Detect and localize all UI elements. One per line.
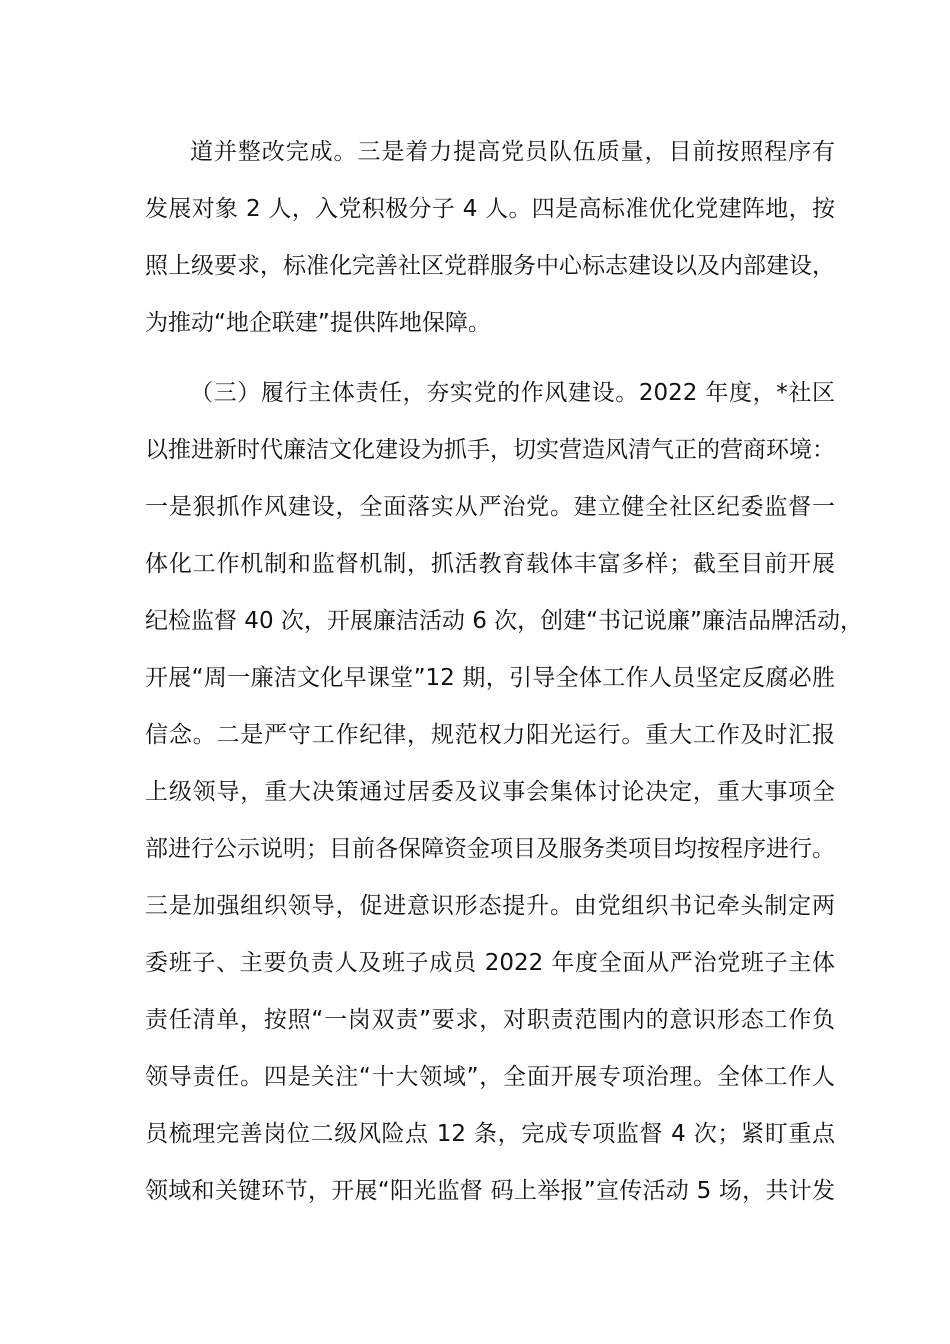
text-line: （三）履行主体责任，夯实党的作风建设。2022 年度，*社区 [190,380,835,406]
text-line: 领导责任。四是关注“十大领域”，全面开展专项治理。全体工作人 [145,1064,835,1090]
text-line: 发展对象 2 人，入党积极分子 4 人。四是高标准优化党建阵地，按 [145,196,835,222]
text-line: 为推动“地企联建”提供阵地保障。 [145,310,491,336]
text-line: 道并整改完成。三是着力提高党员队伍质量，目前按照程序有 [190,139,835,165]
text-line: 上级领导，重大决策通过居委及议事会集体讨论决定，重大事项全 [145,779,835,805]
text-line: 信念。二是严守工作纪律，规范权力阳光运行。重大工作及时汇报 [145,722,835,748]
text-line: 开展“周一廉洁文化早课堂”12 期，引导全体工作人员坚定反腐必胜 [145,665,835,691]
text-line: 员梳理完善岗位二级风险点 12 条，完成专项监督 4 次；紧盯重点 [145,1121,835,1147]
text-line: 一是狠抓作风建设，全面落实从严治党。建立健全社区纪委监督一 [145,494,835,520]
text-line: 委班子、主要负责人及班子成员 2022 年度全面从严治党班子主体 [145,950,835,976]
text-line: 部进行公示说明；目前各保障资金项目及服务类项目均按程序进行。 [145,836,835,862]
text-line: 体化工作机制和监督机制，抓活教育载体丰富多样；截至目前开展 [145,551,835,577]
text-line: 三是加强组织领导，促进意识形态提升。由党组织书记牵头制定两 [145,893,835,919]
text-line: 领域和关键环节，开展“阳光监督 码上举报”宣传活动 5 场，共计发 [145,1178,835,1204]
text-line: 照上级要求，标准化完善社区党群服务中心标志建设以及内部建设， [145,253,835,279]
text-line: 责任清单，按照“一岗双责”要求，对职责范围内的意识形态工作负 [145,1007,835,1033]
text-line: 以推进新时代廉洁文化建设为抓手，切实营造风清气正的营商环境： [145,437,835,463]
text-line: 纪检监督 40 次，开展廉洁活动 6 次，创建“书记说廉”廉洁品牌活动， [145,608,863,634]
